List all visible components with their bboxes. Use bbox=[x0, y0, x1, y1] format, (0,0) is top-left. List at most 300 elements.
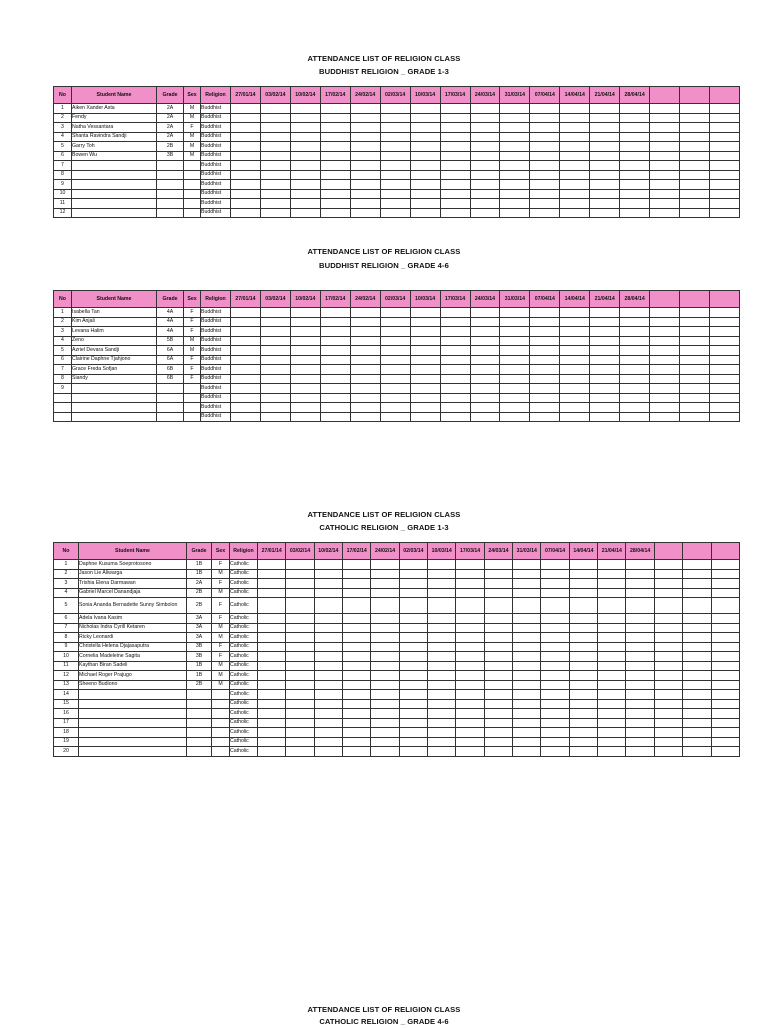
cell-attendance bbox=[530, 317, 560, 327]
cell-no: 9 bbox=[54, 384, 72, 394]
cell-attendance bbox=[650, 208, 680, 218]
cell-attendance bbox=[380, 113, 410, 123]
cell-sex bbox=[184, 170, 201, 180]
cell-attendance bbox=[456, 579, 484, 589]
cell-attendance bbox=[410, 346, 440, 356]
header-date: 10/02/14 bbox=[290, 291, 320, 308]
cell-attendance bbox=[410, 208, 440, 218]
cell-attendance bbox=[410, 336, 440, 346]
cell-student-name: Jason Lie Aliwarga bbox=[79, 569, 187, 579]
cell-attendance bbox=[626, 588, 654, 598]
cell-attendance bbox=[456, 623, 484, 633]
cell-attendance bbox=[231, 374, 261, 384]
attendance-table-catholic-1-3 bbox=[53, 542, 740, 757]
cell-attendance bbox=[350, 151, 380, 161]
cell-attendance bbox=[290, 104, 320, 114]
cell-sex: F bbox=[184, 308, 201, 318]
cell-attendance bbox=[456, 718, 484, 728]
cell-attendance bbox=[258, 690, 286, 700]
cell-attendance bbox=[530, 384, 560, 394]
cell-religion: Buddhist bbox=[201, 403, 231, 413]
table-row bbox=[54, 560, 740, 570]
cell-attendance bbox=[683, 718, 711, 728]
cell-attendance bbox=[484, 728, 512, 738]
cell-attendance bbox=[560, 161, 590, 171]
cell-attendance bbox=[380, 384, 410, 394]
header-no: No bbox=[54, 543, 79, 560]
section-title: ATTENDANCE LIST OF RELIGION CLASS bbox=[307, 54, 461, 63]
cell-attendance bbox=[290, 151, 320, 161]
cell-attendance bbox=[371, 747, 399, 757]
cell-grade: 3B bbox=[157, 151, 184, 161]
cell-attendance bbox=[626, 728, 654, 738]
header-date: 28/04/14 bbox=[620, 87, 650, 104]
cell-grade: 2A bbox=[157, 123, 184, 133]
table-row bbox=[54, 569, 740, 579]
cell-attendance bbox=[399, 680, 427, 690]
cell-religion: Catholic bbox=[230, 579, 258, 589]
cell-attendance bbox=[258, 699, 286, 709]
cell-student-name: Shanta Ravindra Sandji bbox=[72, 132, 157, 142]
cell-attendance bbox=[710, 384, 740, 394]
header-date: 17/03/14 bbox=[440, 291, 470, 308]
cell-attendance bbox=[286, 642, 314, 652]
cell-sex bbox=[184, 403, 201, 413]
cell-attendance bbox=[626, 699, 654, 709]
cell-attendance bbox=[428, 709, 456, 719]
cell-attendance bbox=[320, 208, 350, 218]
cell-attendance bbox=[683, 671, 711, 681]
cell-attendance bbox=[513, 642, 541, 652]
cell-attendance bbox=[569, 652, 597, 662]
header-blank bbox=[680, 87, 710, 104]
cell-attendance bbox=[500, 142, 530, 152]
cell-attendance bbox=[343, 623, 371, 633]
cell-attendance bbox=[290, 393, 320, 403]
cell-attendance bbox=[711, 709, 739, 719]
cell-attendance bbox=[500, 336, 530, 346]
cell-grade: 4A bbox=[157, 308, 184, 318]
cell-attendance bbox=[654, 579, 682, 589]
cell-attendance bbox=[541, 718, 569, 728]
cell-attendance bbox=[260, 208, 290, 218]
cell-sex bbox=[212, 690, 230, 700]
table-row bbox=[54, 123, 740, 133]
cell-attendance bbox=[428, 614, 456, 624]
header-date: 17/02/14 bbox=[320, 291, 350, 308]
cell-grade: 1B bbox=[187, 671, 212, 681]
cell-attendance bbox=[428, 598, 456, 614]
cell-attendance bbox=[680, 327, 710, 337]
cell-attendance bbox=[470, 151, 500, 161]
cell-attendance bbox=[683, 560, 711, 570]
cell-grade: 6A bbox=[157, 346, 184, 356]
cell-attendance bbox=[710, 365, 740, 375]
cell-attendance bbox=[711, 728, 739, 738]
cell-attendance bbox=[371, 623, 399, 633]
cell-religion: Catholic bbox=[230, 737, 258, 747]
header-religion: Religion bbox=[201, 87, 231, 104]
cell-attendance bbox=[484, 642, 512, 652]
cell-attendance bbox=[683, 642, 711, 652]
cell-student-name: Clairine Daphne Tjahjono bbox=[72, 355, 157, 365]
cell-attendance bbox=[258, 579, 286, 589]
cell-attendance bbox=[541, 642, 569, 652]
cell-attendance bbox=[260, 384, 290, 394]
header-no: No bbox=[54, 87, 72, 104]
cell-religion: Catholic bbox=[230, 588, 258, 598]
cell-attendance bbox=[456, 560, 484, 570]
cell-attendance bbox=[258, 728, 286, 738]
cell-attendance bbox=[560, 208, 590, 218]
cell-no: 4 bbox=[54, 132, 72, 142]
cell-attendance bbox=[598, 737, 626, 747]
cell-religion: Buddhist bbox=[201, 346, 231, 356]
cell-no: 5 bbox=[54, 142, 72, 152]
cell-attendance bbox=[380, 374, 410, 384]
cell-student-name bbox=[79, 718, 187, 728]
cell-attendance bbox=[470, 104, 500, 114]
cell-attendance bbox=[620, 317, 650, 327]
cell-religion: Catholic bbox=[230, 598, 258, 614]
cell-attendance bbox=[343, 728, 371, 738]
cell-attendance bbox=[286, 728, 314, 738]
cell-attendance bbox=[470, 113, 500, 123]
cell-attendance bbox=[710, 393, 740, 403]
cell-grade bbox=[187, 737, 212, 747]
cell-attendance bbox=[654, 709, 682, 719]
cell-attendance bbox=[680, 104, 710, 114]
cell-attendance bbox=[380, 308, 410, 318]
table-row bbox=[54, 384, 740, 394]
cell-sex: M bbox=[184, 104, 201, 114]
cell-no: 2 bbox=[54, 317, 72, 327]
table-row bbox=[54, 633, 740, 643]
cell-attendance bbox=[683, 728, 711, 738]
cell-attendance bbox=[530, 123, 560, 133]
cell-attendance bbox=[710, 151, 740, 161]
cell-attendance bbox=[231, 346, 261, 356]
table-row bbox=[54, 718, 740, 728]
table-row bbox=[54, 161, 740, 171]
cell-attendance bbox=[320, 161, 350, 171]
cell-attendance bbox=[371, 728, 399, 738]
cell-religion: Buddhist bbox=[201, 317, 231, 327]
cell-religion: Catholic bbox=[230, 614, 258, 624]
cell-attendance bbox=[456, 569, 484, 579]
cell-attendance bbox=[710, 403, 740, 413]
cell-attendance bbox=[440, 199, 470, 209]
cell-attendance bbox=[654, 680, 682, 690]
cell-attendance bbox=[530, 180, 560, 190]
cell-attendance bbox=[560, 199, 590, 209]
cell-attendance bbox=[541, 728, 569, 738]
cell-attendance bbox=[590, 384, 620, 394]
cell-grade: 1B bbox=[187, 569, 212, 579]
cell-religion: Catholic bbox=[230, 560, 258, 570]
cell-attendance bbox=[560, 308, 590, 318]
table-row bbox=[54, 180, 740, 190]
cell-attendance bbox=[683, 652, 711, 662]
cell-attendance bbox=[650, 384, 680, 394]
cell-sex: M bbox=[184, 113, 201, 123]
cell-attendance bbox=[410, 317, 440, 327]
cell-attendance bbox=[711, 579, 739, 589]
cell-attendance bbox=[428, 699, 456, 709]
cell-attendance bbox=[513, 718, 541, 728]
cell-attendance bbox=[500, 161, 530, 171]
cell-attendance bbox=[286, 560, 314, 570]
cell-attendance bbox=[560, 142, 590, 152]
cell-attendance bbox=[350, 161, 380, 171]
cell-attendance bbox=[371, 588, 399, 598]
table-row bbox=[54, 327, 740, 337]
cell-religion: Buddhist bbox=[201, 161, 231, 171]
cell-attendance bbox=[286, 661, 314, 671]
cell-attendance bbox=[569, 588, 597, 598]
cell-attendance bbox=[410, 355, 440, 365]
cell-grade bbox=[157, 384, 184, 394]
cell-attendance bbox=[428, 623, 456, 633]
cell-grade bbox=[157, 161, 184, 171]
cell-attendance bbox=[380, 412, 410, 422]
cell-religion: Buddhist bbox=[201, 199, 231, 209]
cell-attendance bbox=[710, 346, 740, 356]
cell-sex bbox=[212, 699, 230, 709]
cell-attendance bbox=[371, 642, 399, 652]
cell-sex: F bbox=[212, 598, 230, 614]
cell-attendance bbox=[650, 327, 680, 337]
cell-attendance bbox=[530, 412, 560, 422]
cell-attendance bbox=[380, 365, 410, 375]
cell-attendance bbox=[530, 104, 560, 114]
cell-attendance bbox=[399, 718, 427, 728]
cell-grade bbox=[157, 189, 184, 199]
cell-religion: Buddhist bbox=[201, 189, 231, 199]
cell-attendance bbox=[371, 652, 399, 662]
cell-attendance bbox=[320, 355, 350, 365]
cell-grade: 1B bbox=[187, 560, 212, 570]
cell-attendance bbox=[320, 151, 350, 161]
cell-attendance bbox=[456, 598, 484, 614]
cell-sex bbox=[184, 189, 201, 199]
header-row bbox=[54, 543, 740, 560]
cell-attendance bbox=[231, 393, 261, 403]
cell-sex: M bbox=[212, 588, 230, 598]
cell-student-name: Michael Roger Prajugo bbox=[79, 671, 187, 681]
cell-attendance bbox=[290, 327, 320, 337]
cell-attendance bbox=[399, 709, 427, 719]
cell-attendance bbox=[470, 161, 500, 171]
cell-student-name: Sheeno Budiono bbox=[79, 680, 187, 690]
cell-attendance bbox=[569, 642, 597, 652]
cell-attendance bbox=[320, 104, 350, 114]
cell-attendance bbox=[598, 728, 626, 738]
cell-attendance bbox=[598, 747, 626, 757]
header-date: 21/04/14 bbox=[598, 543, 626, 560]
cell-attendance bbox=[314, 642, 342, 652]
cell-attendance bbox=[530, 393, 560, 403]
cell-attendance bbox=[680, 393, 710, 403]
cell-attendance bbox=[560, 346, 590, 356]
table-row bbox=[54, 336, 740, 346]
header-blank bbox=[711, 543, 739, 560]
cell-attendance bbox=[410, 180, 440, 190]
cell-attendance bbox=[650, 308, 680, 318]
cell-attendance bbox=[231, 161, 261, 171]
cell-attendance bbox=[343, 699, 371, 709]
cell-attendance bbox=[530, 403, 560, 413]
cell-attendance bbox=[286, 569, 314, 579]
cell-attendance bbox=[654, 623, 682, 633]
cell-attendance bbox=[350, 403, 380, 413]
cell-attendance bbox=[343, 709, 371, 719]
cell-attendance bbox=[683, 661, 711, 671]
cell-attendance bbox=[500, 384, 530, 394]
header-date: 02/03/14 bbox=[380, 87, 410, 104]
cell-attendance bbox=[541, 747, 569, 757]
cell-attendance bbox=[350, 170, 380, 180]
cell-attendance bbox=[484, 652, 512, 662]
cell-attendance bbox=[500, 132, 530, 142]
cell-attendance bbox=[650, 412, 680, 422]
cell-attendance bbox=[456, 633, 484, 643]
cell-attendance bbox=[680, 199, 710, 209]
header-date: 24/02/14 bbox=[350, 291, 380, 308]
cell-student-name bbox=[72, 403, 157, 413]
cell-attendance bbox=[569, 579, 597, 589]
cell-attendance bbox=[290, 317, 320, 327]
cell-attendance bbox=[231, 180, 261, 190]
cell-attendance bbox=[680, 180, 710, 190]
cell-attendance bbox=[231, 104, 261, 114]
cell-attendance bbox=[290, 355, 320, 365]
cell-attendance bbox=[710, 355, 740, 365]
cell-attendance bbox=[590, 180, 620, 190]
header-date: 02/03/14 bbox=[399, 543, 427, 560]
cell-attendance bbox=[711, 680, 739, 690]
cell-attendance bbox=[654, 560, 682, 570]
cell-attendance bbox=[654, 569, 682, 579]
cell-sex: F bbox=[184, 317, 201, 327]
header-date: 14/04/14 bbox=[560, 291, 590, 308]
cell-attendance bbox=[654, 718, 682, 728]
cell-religion: Catholic bbox=[230, 652, 258, 662]
table-row bbox=[54, 614, 740, 624]
cell-no: 5 bbox=[54, 598, 79, 614]
cell-attendance bbox=[320, 132, 350, 142]
cell-student-name bbox=[72, 170, 157, 180]
cell-attendance bbox=[598, 569, 626, 579]
header-grade: Grade bbox=[187, 543, 212, 560]
cell-attendance bbox=[680, 384, 710, 394]
cell-attendance bbox=[440, 317, 470, 327]
cell-attendance bbox=[500, 151, 530, 161]
cell-attendance bbox=[683, 747, 711, 757]
cell-attendance bbox=[231, 365, 261, 375]
cell-religion: Buddhist bbox=[201, 180, 231, 190]
cell-attendance bbox=[500, 170, 530, 180]
cell-attendance bbox=[350, 346, 380, 356]
cell-attendance bbox=[680, 336, 710, 346]
cell-attendance bbox=[371, 579, 399, 589]
cell-attendance bbox=[231, 327, 261, 337]
cell-attendance bbox=[290, 308, 320, 318]
cell-sex bbox=[212, 737, 230, 747]
cell-attendance bbox=[410, 161, 440, 171]
cell-attendance bbox=[683, 737, 711, 747]
cell-attendance bbox=[258, 588, 286, 598]
header-date: 21/04/14 bbox=[590, 87, 620, 104]
cell-attendance bbox=[650, 355, 680, 365]
cell-attendance bbox=[560, 336, 590, 346]
cell-grade: 6A bbox=[157, 355, 184, 365]
cell-attendance bbox=[371, 709, 399, 719]
cell-attendance bbox=[683, 569, 711, 579]
cell-attendance bbox=[320, 384, 350, 394]
cell-sex: M bbox=[212, 661, 230, 671]
cell-attendance bbox=[314, 690, 342, 700]
cell-attendance bbox=[569, 690, 597, 700]
table-row bbox=[54, 346, 740, 356]
cell-attendance bbox=[541, 569, 569, 579]
cell-attendance bbox=[680, 151, 710, 161]
cell-attendance bbox=[560, 393, 590, 403]
cell-attendance bbox=[598, 661, 626, 671]
cell-attendance bbox=[290, 374, 320, 384]
cell-religion: Buddhist bbox=[201, 308, 231, 318]
cell-attendance bbox=[371, 598, 399, 614]
header-date: 31/03/14 bbox=[500, 291, 530, 308]
cell-student-name bbox=[79, 699, 187, 709]
cell-attendance bbox=[314, 747, 342, 757]
cell-attendance bbox=[710, 180, 740, 190]
cell-attendance bbox=[560, 151, 590, 161]
cell-attendance bbox=[410, 123, 440, 133]
cell-attendance bbox=[380, 208, 410, 218]
header-date: 07/04/14 bbox=[530, 87, 560, 104]
cell-student-name: Sonia Ananda Bernadette Sunny Simbolon bbox=[79, 598, 187, 614]
cell-attendance bbox=[683, 623, 711, 633]
cell-attendance bbox=[399, 747, 427, 757]
table-row bbox=[54, 652, 740, 662]
header-blank bbox=[683, 543, 711, 560]
cell-attendance bbox=[231, 113, 261, 123]
cell-attendance bbox=[620, 151, 650, 161]
cell-attendance bbox=[290, 403, 320, 413]
cell-attendance bbox=[260, 308, 290, 318]
table-row bbox=[54, 393, 740, 403]
cell-no: 1 bbox=[54, 104, 72, 114]
cell-student-name bbox=[72, 412, 157, 422]
cell-attendance bbox=[683, 598, 711, 614]
cell-attendance bbox=[410, 170, 440, 180]
cell-attendance bbox=[343, 661, 371, 671]
cell-attendance bbox=[286, 633, 314, 643]
cell-attendance bbox=[440, 142, 470, 152]
cell-student-name: Cornelia Madeleine Sagita bbox=[79, 652, 187, 662]
cell-attendance bbox=[314, 709, 342, 719]
cell-attendance bbox=[680, 170, 710, 180]
cell-attendance bbox=[286, 709, 314, 719]
cell-religion: Catholic bbox=[230, 642, 258, 652]
cell-attendance bbox=[410, 412, 440, 422]
cell-student-name: Siandy bbox=[72, 374, 157, 384]
cell-attendance bbox=[513, 737, 541, 747]
cell-attendance bbox=[440, 123, 470, 133]
cell-attendance bbox=[258, 737, 286, 747]
cell-attendance bbox=[231, 199, 261, 209]
